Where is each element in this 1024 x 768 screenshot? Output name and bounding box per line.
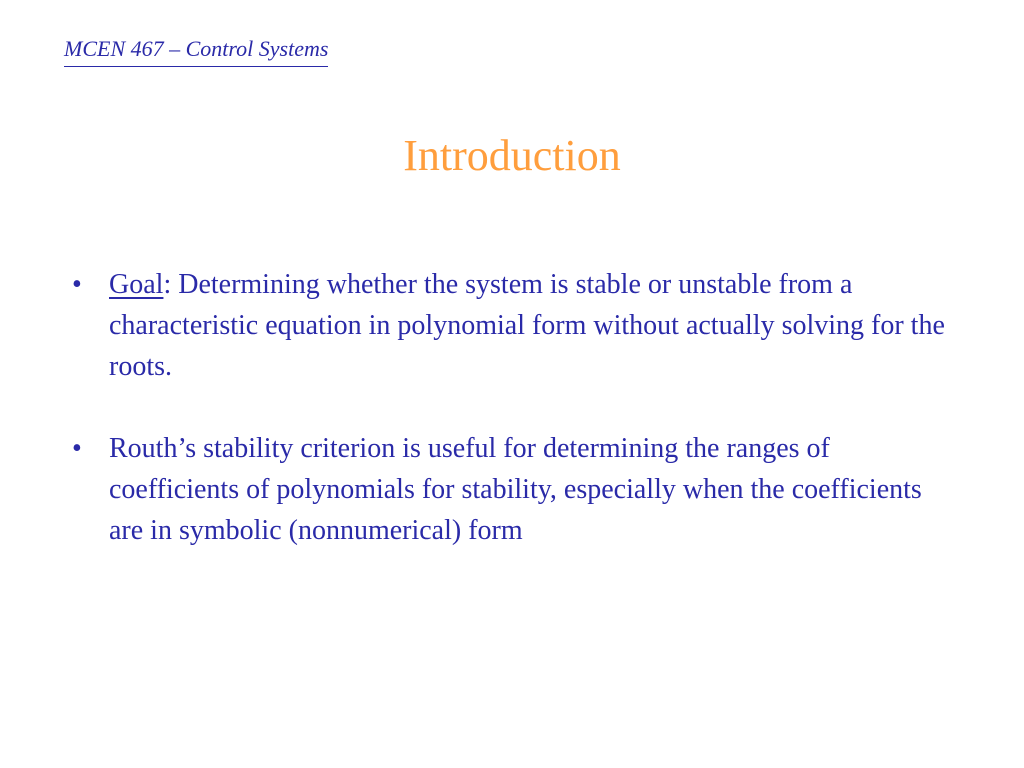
goal-text: : Determining whether the system is stable or unstable from a characteristic equation in polynomial form without actually solving for the roots.: [109, 269, 945, 382]
goal-term: Goal: [109, 269, 164, 300]
slide-title: Introduction: [403, 131, 621, 180]
bullet-item-routh: [72, 428, 952, 551]
bullet-marker: •: [72, 269, 82, 300]
bullet-list: [72, 264, 952, 592]
course-title: MCEN 467 – Control Systems: [64, 34, 328, 67]
course-header: [64, 34, 328, 67]
routh-text: Routh’s stability criterion is useful for determining the ranges of coefficients of polynomials for stability, especially when the coefficients are in symbolic (nonnumerical) form: [109, 433, 922, 546]
bullet-item-goal: [72, 264, 952, 387]
bullet-marker: •: [72, 433, 82, 464]
